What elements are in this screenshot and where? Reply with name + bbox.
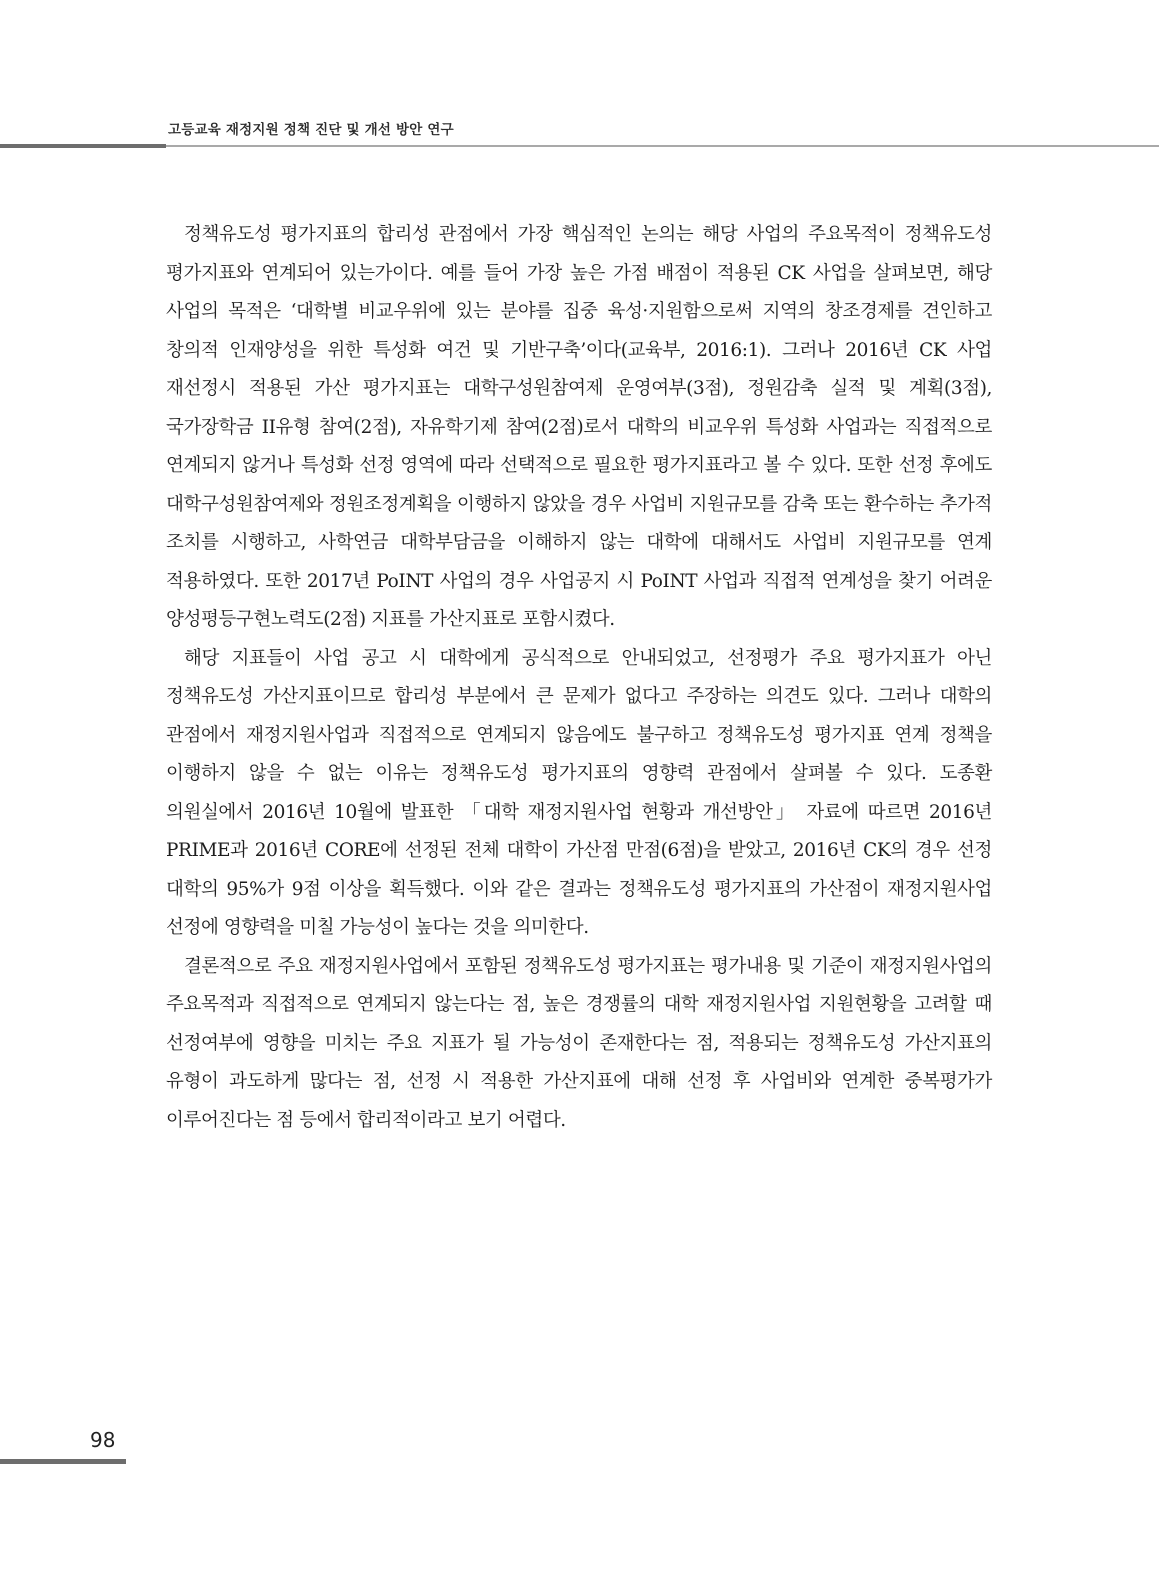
running-header-title: 고등교육 재정지원 정책 진단 및 개선 방안 연구 xyxy=(168,122,454,138)
body-text xyxy=(166,216,992,1140)
paragraph-3: 결론적으로 주요 재정지원사업에서 포함된 정책유도성 평가지표는 평가내용 및 기준이 재정지원사업의 주요목적과 직접적으로 연계되지 않는다는 점, 높은 경쟁률의 대학 재정지원사업 지원현황을 고려할 때 선정여부에 영향을 미치는 주요 지표가 될 가능성이 존재한다는 점, 적용되는 정책유도성 가산지표의 유형이 과도하게 많다는 점, 선정 시 적용한 가산지표에 대해 선정 후 사업비와 연계한 중복평가가 이루어진다는 점 등에서 합리적이라고 보기 어렵다. xyxy=(166,955,992,1131)
header-rule xyxy=(166,145,1159,147)
paragraph-1: 정책유도성 평가지표의 합리성 관점에서 가장 핵심적인 논의는 해당 사업의 주요목적이 정책유도성 평가지표와 연계되어 있는가이다. 예를 들어 가장 높은 가점 배점이 적용된 CK 사업을 살펴보면, 해당 사업의 목적은 ‘대학별 비교우위에 있는 분야를 집중 육성·지원함으로써 지역의 창조경제를 견인하고 창의적 인재양성을 위한 특성화 여건 및 기반구축’이다(교육부, 2016:1). 그러나 2016년 CK 사업 재선정시 적용된 가산 평가지표는 대학구성원참여제 운영여부(3점), 정원감축 실적 및 계획(3점), 국가장학금 II유형 참여(2점), 자유학기제 참여(2점)로서 대학의 비교우위 특성화 사업과는 직접적으로 연계되지 않거나 특성화 선정 영역에 따라 선택적으로 필요한 평가지표라고 볼 수 있다. 또한 선정 후에도 대학구성원참여제와 정원조정계획을 이행하지 않았을 경우 사업비 지원규모를 감축 또는 환수하는 추가적 조치를 시행하고, 사학연금 대학부담금을 이해하지 않는 대학에 대해서도 사업비 지원규모를 연계 적용하였다. 또한 2017년 PoINT 사업의 경우 사업공지 시 PoINT 사업과 직접적 연계성을 찾기 어려운 양성평등구현노력도(2점) 지표를 가산지표로 포함시켰다. xyxy=(166,224,992,630)
header-rule-accent xyxy=(0,144,166,148)
footer-rule xyxy=(0,1459,126,1464)
paragraph-2: 해당 지표들이 사업 공고 시 대학에게 공식적으로 안내되었고, 선정평가 주요 평가지표가 아닌 정책유도성 가산지표이므로 합리성 부분에서 큰 문제가 없다고 주장하는 의견도 있다. 그러나 대학의 관점에서 재정지원사업과 직접적으로 연계되지 않음에도 불구하고 정책유도성 평가지표 연계 정책을 이행하지 않을 수 없는 이유는 정책유도성 평가지표의 영향력 관점에서 살펴볼 수 있다. 도종환 의원실에서 2016년 10월에 발표한 「대학 재정지원사업 현황과 개선방안」 자료에 따르면 2016년 PRIME과 2016년 CORE에 선정된 전체 대학이 가산점 만점(6점)을 받았고, 2016년 CK의 경우 선정 대학의 95%가 9점 이상을 획득했다. 이와 같은 결과는 정책유도성 평가지표의 가산점이 재정지원사업 선정에 영향력을 미칠 가능성이 높다는 것을 의미한다. xyxy=(166,647,992,938)
page-number: 98 xyxy=(90,1428,116,1452)
